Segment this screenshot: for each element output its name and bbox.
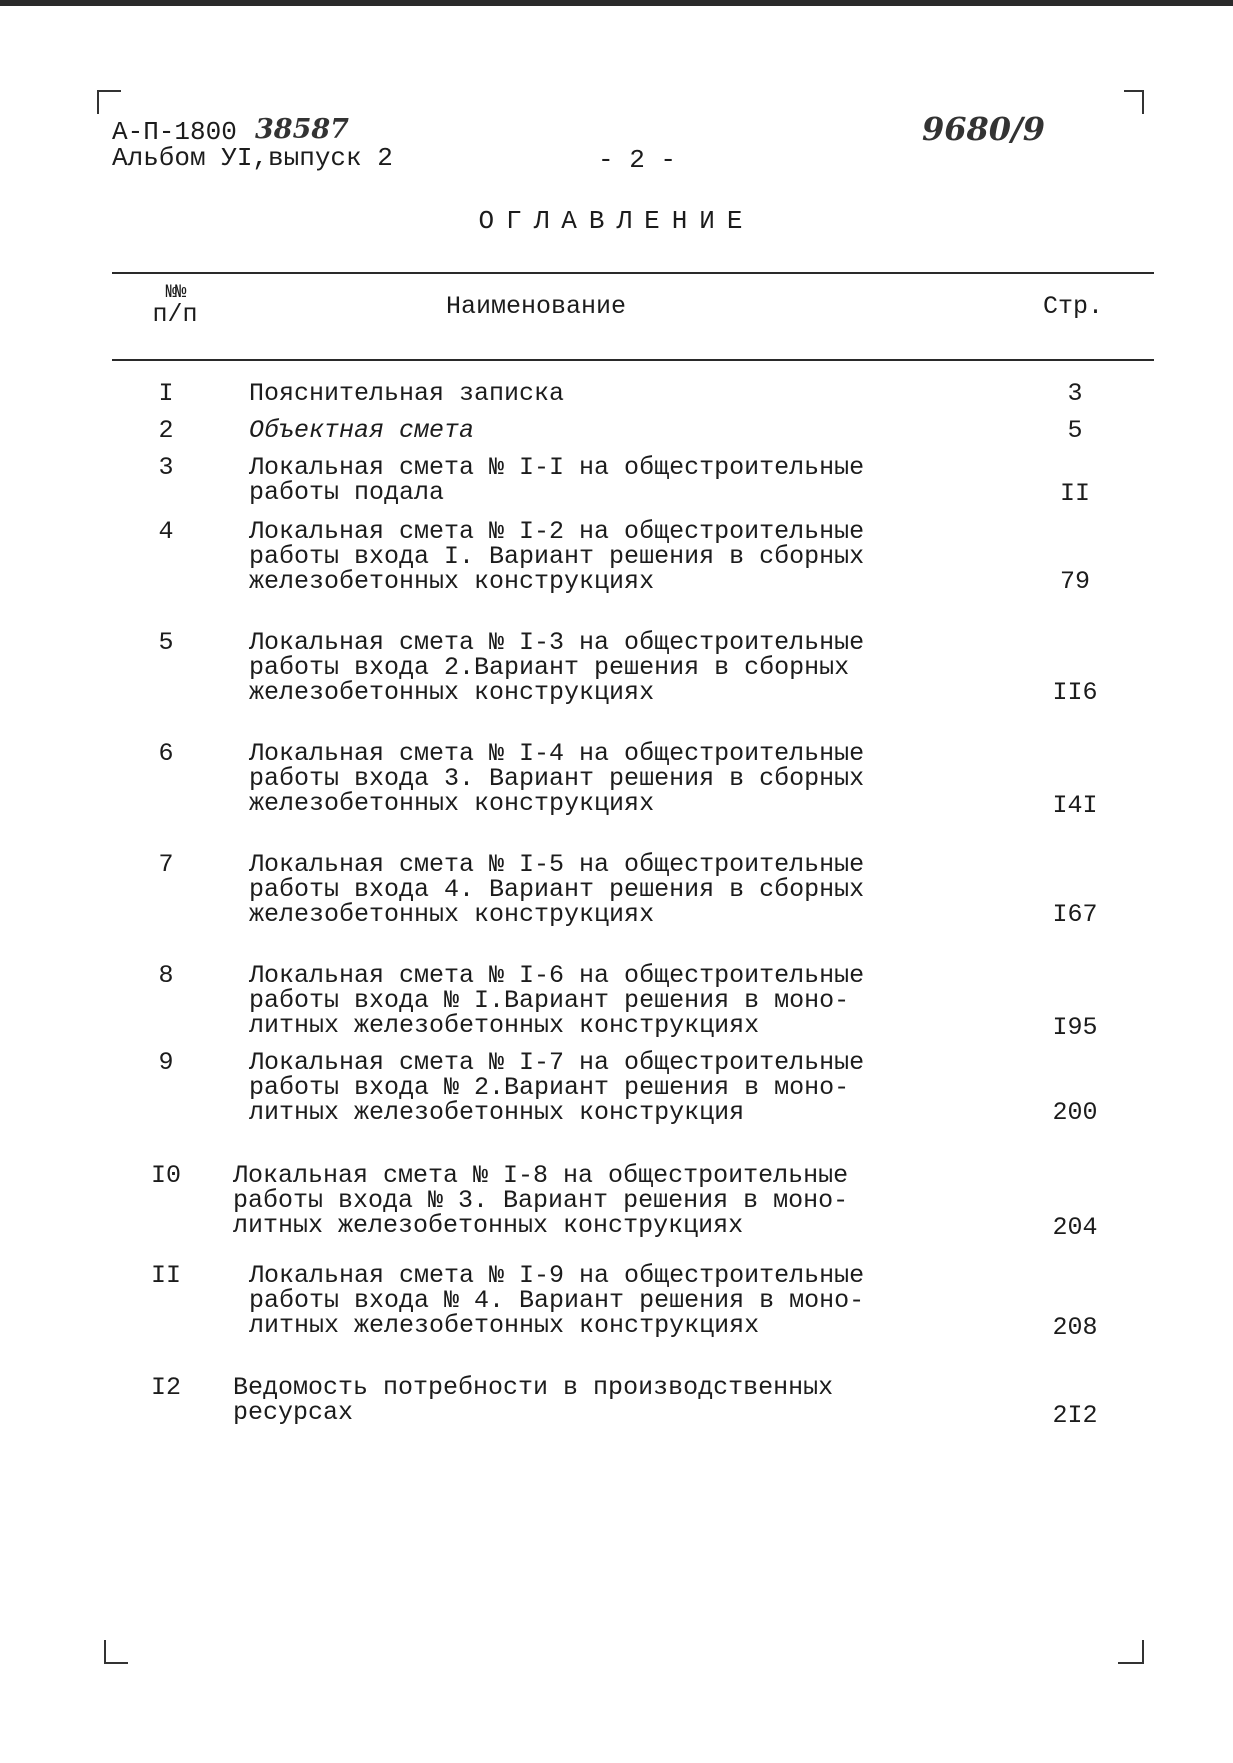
row-title: Локальная смета № I-2 на общестроительные работы входа I. Вариант решения в сборных железобетонных конструкциях: [249, 517, 865, 596]
row-page: 3: [1067, 379, 1083, 408]
table-header-rule: [112, 359, 1154, 361]
row-number: 6: [158, 739, 174, 768]
row-title: Локальная смета № I-5 на общестроительные работы входа 4. Вариант решения в сборных железобетонных конструкциях: [249, 850, 865, 929]
row-page: 208: [1052, 1313, 1098, 1342]
page-number: - 2 -: [598, 145, 677, 175]
table-top-rule: [112, 272, 1154, 274]
column-header-page: Стр.: [1043, 292, 1104, 321]
row-number: 7: [158, 850, 174, 879]
row-page: I4I: [1052, 791, 1098, 820]
row-number: 8: [158, 961, 174, 990]
row-number: I2: [150, 1373, 181, 1402]
corner-mark-top-right: [1124, 90, 1144, 114]
column-header-number-line2: п/п: [152, 300, 198, 329]
row-page: II: [1059, 479, 1090, 508]
row-page: 2I2: [1052, 1401, 1098, 1430]
handwritten-number: 38587: [255, 114, 349, 145]
column-header-number-line1: №№: [165, 281, 185, 303]
corner-mark-bottom-right: [1118, 1640, 1144, 1664]
corner-mark-top-left: [97, 90, 121, 114]
row-number: I0: [150, 1161, 181, 1190]
row-title: Локальная смета № I-I на общестроительные работы подала: [249, 453, 865, 507]
row-title: Объектная смета: [249, 416, 475, 445]
page-title: ОГЛАВЛЕНИЕ: [478, 206, 755, 236]
row-page: 204: [1052, 1213, 1098, 1242]
row-page: 200: [1052, 1098, 1098, 1127]
row-title: Локальная смета № I-7 на общестроительные работы входа № 2.Вариант решения в моно- литных железобетонных конструкция: [249, 1048, 865, 1127]
row-page: I95: [1052, 1013, 1098, 1042]
row-title: Локальная смета № I-4 на общестроительные работы входа 3. Вариант решения в сборных железобетонных конструкциях: [249, 739, 865, 818]
row-number: II: [150, 1261, 181, 1290]
column-header-name: Наименование: [446, 292, 627, 321]
row-number: 5: [158, 628, 174, 657]
column-header-number: [145, 282, 205, 328]
scan-top-edge: [0, 0, 1233, 6]
doc-code: А-П-1800: [112, 117, 237, 147]
row-title: Пояснительная записка: [249, 379, 565, 408]
row-title: Локальная смета № I-8 на общестроительные работы входа № 3. Вариант решения в моно- литных железобетонных конструкциях: [233, 1161, 849, 1240]
row-page: 5: [1067, 416, 1083, 445]
row-number: I: [158, 379, 174, 408]
row-page: 79: [1059, 567, 1090, 596]
row-title: Локальная смета № I-3 на общестроительные работы входа 2.Вариант решения в сборных железобетонных конструкциях: [249, 628, 865, 707]
row-number: 9: [158, 1048, 174, 1077]
row-title: Локальная смета № I-9 на общестроительные работы входа № 4. Вариант решения в моно- литных железобетонных конструкциях: [249, 1261, 865, 1340]
corner-mark-bottom-left: [104, 1640, 128, 1664]
row-page: I67: [1052, 900, 1098, 929]
row-title: Ведомость потребности в производственных ресурсах: [233, 1373, 834, 1427]
handwritten-reference: 9680/9: [922, 110, 1046, 148]
row-number: 4: [158, 517, 174, 546]
album-label: Альбом УI,выпуск 2: [112, 143, 393, 173]
row-title: Локальная смета № I-6 на общестроительные работы входа № I.Вариант решения в моно- литных железобетонных конструкциях: [249, 961, 865, 1040]
row-page: II6: [1052, 678, 1098, 707]
row-number: 3: [158, 453, 174, 482]
row-number: 2: [158, 416, 174, 445]
